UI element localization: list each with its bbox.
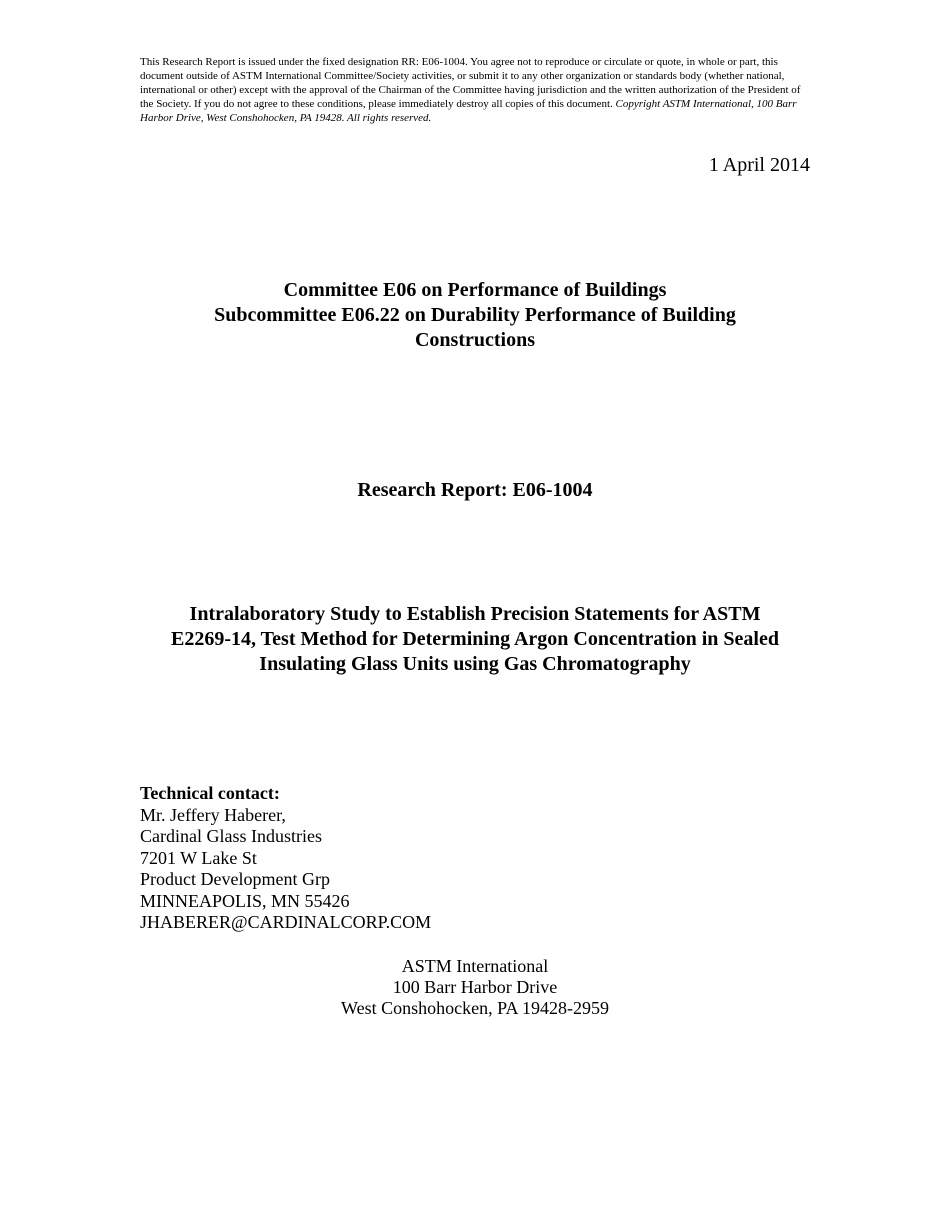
contact-city: MINNEAPOLIS, MN 55426 xyxy=(140,890,350,911)
technical-contact xyxy=(140,783,431,934)
committee-heading xyxy=(120,278,830,353)
committee-line-3: Constructions xyxy=(414,329,535,351)
study-title xyxy=(120,602,830,677)
committee-line-2: Subcommittee E06.22 on Durability Performance of Building xyxy=(214,304,736,326)
copyright-notice xyxy=(140,55,812,125)
study-title-line-2: E2269-14, Test Method for Determining Argon Concentration in Sealed xyxy=(171,628,779,650)
astm-address xyxy=(275,956,675,1019)
report-date: 1 April 2014 xyxy=(708,154,810,176)
copyright-line: Copyright ASTM International, 100 Barr Harbor Drive, West Conshohocken, PA 19428. All rights reserved. xyxy=(140,98,797,124)
report-id: Research Report: E06-1004 xyxy=(357,479,593,501)
contact-street: 7201 W Lake St xyxy=(140,847,257,868)
contact-company: Cardinal Glass Industries xyxy=(140,826,322,846)
contact-department: Product Development Grp xyxy=(140,869,330,889)
study-title-line-1: Intralaboratory Study to Establish Precision Statements for ASTM xyxy=(189,603,761,625)
contact-name: Mr. Jeffery Haberer, xyxy=(140,804,286,825)
study-title-line-3: Insulating Glass Units using Gas Chromatography xyxy=(259,653,691,675)
contact-heading: Technical contact: xyxy=(140,783,280,803)
astm-city: West Conshohocken, PA 19428-2959 xyxy=(341,998,609,1018)
astm-street: 100 Barr Harbor Drive xyxy=(392,977,558,997)
contact-email: JHABERER@CARDINALCORP.COM xyxy=(140,912,432,932)
astm-name: ASTM International xyxy=(401,956,549,976)
notice-text: This Research Report is issued under the fixed designation RR: E06-1004. You agree not to reproduce or circulate or quote, in whole or part, this document outside of ASTM International Committee/Society activities, or submit it to any other organization or standards body (whether national, international or other) except with the approval of the Chairman of the Committee having jurisdiction and the written authorization of the President of the Society. If you do not agree to these conditions, please immediately destroy all copies of this document. xyxy=(140,56,801,110)
committee-line-1: Committee E06 on Performance of Buildings xyxy=(283,279,667,301)
